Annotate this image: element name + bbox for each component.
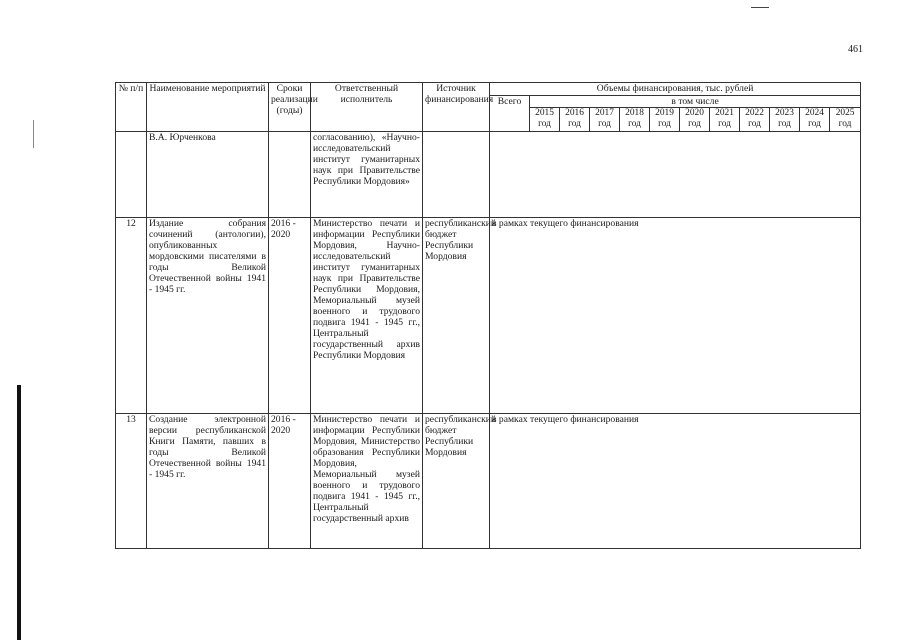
table-row [116, 414, 861, 549]
row-name: Создание электронной версии республиканской Книги Памяти, павших в годы Великой Отечественной войны 1941 - 1945 гг. [147, 414, 269, 549]
row-number [116, 132, 147, 218]
header-source: Источник финансирования [423, 83, 490, 132]
scan-mark [751, 7, 769, 8]
row-name: В.А. Юрченкова [147, 132, 269, 218]
financing-table [115, 82, 861, 549]
header-total: Всего [490, 96, 530, 132]
row-financing: в рамках текущего финансирования [490, 218, 861, 414]
scan-mark [33, 120, 34, 148]
row-name: Издание собрания сочинений (антологии), опубликованных мордовскими писателями в годы Великой Отечественной войны 1941 - 1945 гг. [147, 218, 269, 414]
header-year: 2016 год [560, 108, 590, 132]
table-row [116, 132, 861, 218]
header-year: 2017 год [590, 108, 620, 132]
header-responsible: Ответственный исполнитель [311, 83, 423, 132]
row-terms: 2016 - 2020 [269, 414, 311, 549]
row-terms [269, 132, 311, 218]
row-number: 12 [116, 218, 147, 414]
page-number: 461 [848, 44, 863, 55]
header-year: 2024 год [800, 108, 830, 132]
row-financing: в рамках текущего финансирования [490, 414, 861, 549]
header-year: 2018 год [620, 108, 650, 132]
row-number: 13 [116, 414, 147, 549]
row-source: республиканский бюджет Республики Мордовия [423, 218, 490, 414]
header-no: № п/п [116, 83, 147, 132]
row-terms: 2016 - 2020 [269, 218, 311, 414]
row-financing [490, 132, 861, 218]
header-year: 2025 год [830, 108, 861, 132]
header-year: 2022 год [740, 108, 770, 132]
row-responsible: Министерство печати и информации Республики Мордовия, Научно-исследовательский институт гуманитарных наук при Правительстве Республики Мордовия, Мемориальный музей военного и трудового подвига 1941 - 1945 гг., Центральный государственный архив Республики Мордовия [311, 218, 423, 414]
header-year: 2023 год [770, 108, 800, 132]
header-terms: Сроки реализации (годы) [269, 83, 311, 132]
row-source: республиканский бюджет Республики Мордовия [423, 414, 490, 549]
header-volumes: Объемы финансирования, тыс. рублей [490, 83, 861, 96]
header-year: 2021 год [710, 108, 740, 132]
scan-edge-bar [17, 385, 21, 640]
row-source [423, 132, 490, 218]
header-year: 2019 год [650, 108, 680, 132]
row-responsible: согласованию), «Научно-исследовательский институт гуманитарных наук при Правительстве Республики Мордовия» [311, 132, 423, 218]
header-year: 2015 год [530, 108, 560, 132]
header-name: Наименование мероприятий [147, 83, 269, 132]
header-year: 2020 год [680, 108, 710, 132]
table-row [116, 218, 861, 414]
header-including: в том числе [530, 96, 861, 108]
row-responsible: Министерство печати и информации Республики Мордовия, Министерство образования Республики Мордовия, Мемориальный музей военного и трудового подвига 1941 - 1945 гг., Центральный государственный архив [311, 414, 423, 549]
